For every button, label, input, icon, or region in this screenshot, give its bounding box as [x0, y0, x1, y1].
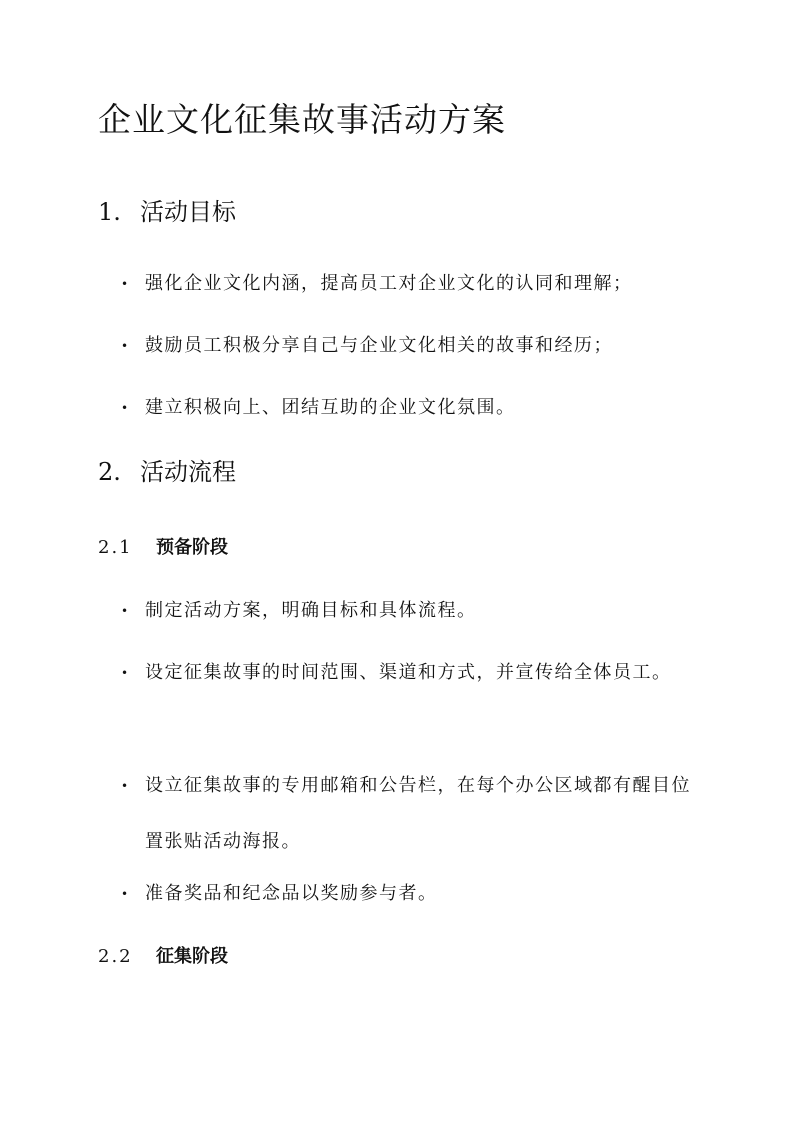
- list-item-text: 设定征集故事的时间范围、渠道和方式，并宣传给全体员工。: [145, 662, 672, 683]
- list-item: [121, 583, 696, 639]
- bullet-icon: •: [121, 887, 130, 901]
- section-title: 活动目标: [140, 198, 236, 226]
- list-item: [121, 758, 696, 870]
- subsection-heading-preparation: [98, 534, 228, 562]
- section-number: 1.: [98, 198, 121, 226]
- list-item-text: 准备奖品和纪念品以奖励参与者。: [145, 883, 438, 904]
- subsection-title: 征集阶段: [156, 946, 228, 967]
- list-item-text: 建立积极向上、团结互助的企业文化氛围。: [145, 397, 516, 418]
- section-number: 2.: [98, 458, 121, 486]
- section-heading-process: [98, 455, 236, 489]
- bullet-icon: •: [121, 401, 130, 415]
- bullet-icon: •: [121, 604, 130, 618]
- list-item-text: 设立征集故事的专用邮箱和公告栏，在每个办公区域都有醒目位置张贴活动海报。: [145, 775, 691, 852]
- section-heading-goals: [98, 195, 236, 229]
- list-item: [121, 645, 696, 701]
- list-item: [121, 318, 696, 374]
- subsection-number: 2.1: [98, 537, 133, 558]
- bullet-icon: •: [121, 666, 130, 680]
- list-item: [121, 866, 696, 922]
- subsection-title: 预备阶段: [156, 537, 228, 558]
- list-item: [121, 256, 696, 312]
- bullet-icon: •: [121, 277, 130, 291]
- subsection-number: 2.2: [98, 946, 133, 967]
- bullet-icon: •: [121, 339, 130, 353]
- bullet-icon: •: [121, 779, 130, 793]
- list-item-text: 鼓励员工积极分享自己与企业文化相关的故事和经历；: [145, 335, 613, 356]
- list-item: [121, 380, 696, 436]
- section-title: 活动流程: [140, 458, 236, 486]
- list-item-text: 制定活动方案，明确目标和具体流程。: [145, 600, 477, 621]
- list-item-text: 强化企业文化内涵，提高员工对企业文化的认同和理解；: [145, 273, 633, 294]
- document-title: 企业文化征集故事活动方案: [98, 100, 506, 139]
- subsection-heading-collection: [98, 943, 228, 971]
